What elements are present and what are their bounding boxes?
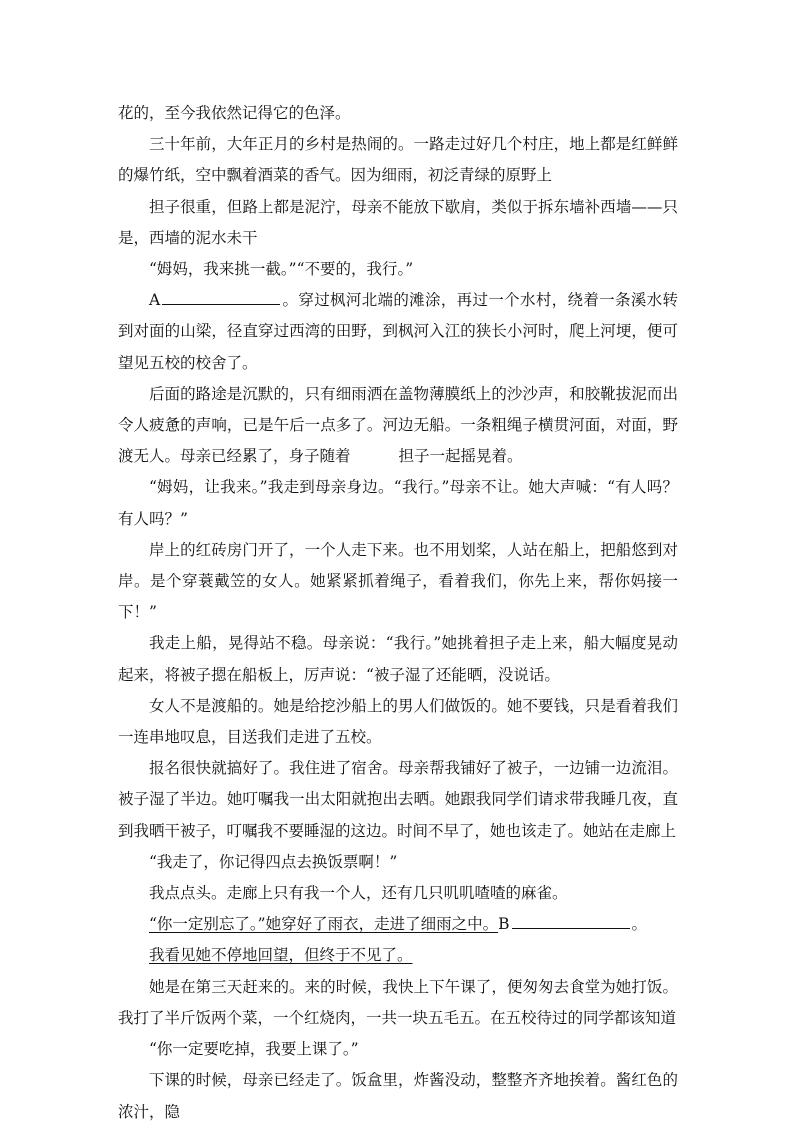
paragraph-8: 岸上的红砖房门开了，一个人走下来。也不用划桨，人站在船上，把船悠到对岸。是个穿蓑戴笠的女人。她紧紧抓着绳子，看着我们，你先上来，帮你妈接一下！” — [118, 540, 678, 622]
paragraph-12: “我走了，你记得四点去换饭票啊！” — [149, 852, 398, 871]
paragraph-9: 我走上船，晃得站不稳。母亲说：“我行。”她挑着担子走上来，船大幅度晃动起来，将被子摁在船板上，厉声说：“被子湿了还能晒，没说话。 — [118, 634, 678, 684]
blank-b-label: B — [498, 915, 510, 934]
blank-a-line[interactable] — [162, 290, 280, 305]
paragraph-3: 担子很重，但路上都是泥泞，母亲不能放下歇肩，类似于拆东墙补西墙——只是，西墙的泥水未干 — [118, 197, 678, 247]
paragraph-1: 花的，至今我依然记得它的色泽。 — [118, 104, 351, 122]
paragraph-13: 我点点头。走廊上只有我一个人，还有几只叽叽喳喳的麻雀。 — [149, 884, 568, 903]
paragraph-6-text-b: 担子一起摇晃着。 — [398, 447, 523, 466]
paragraph-6 — [118, 379, 678, 473]
blank-a-label: A — [149, 291, 161, 310]
paragraph-18: 下课的时候，母亲已经走了。饭盒里，炸酱没动，整整齐齐地挨着。酱红色的浓汁，隐 — [118, 1071, 678, 1121]
paragraph-15 — [118, 940, 678, 971]
paragraph-16: 她是在第三天赶来的。来的时候，我快上下午课了，便匆匆去食堂为她打饭。我打了半斤饭两个菜，一个红烧肉，一共一块五毛五。在五校待过的同学都该知道 — [118, 977, 678, 1027]
paragraph-17: “你一定要吃掉，我要上课了。” — [149, 1040, 359, 1059]
paragraph-5-text: 。穿过枫河北端的滩涂，再过一个水村，绕着一条溪水转到对面的山梁，径直穿过西湾的田野，到枫河入江的狭长小河时，爬上河埂，便可望见五校的校舍了。 — [118, 291, 678, 372]
paragraph-11: 报名很快就搞好了。我住进了宿舍。母亲帮我铺好了被子，一边铺一边流泪。被子湿了半边。她叮嘱我一出太阳就抱出去晒。她跟我同学们请求带我睡几夜，直到我晒干被子，叮嘱我不要睡湿的这边。时间不早了，她也该走了。她站在走廊上 — [118, 759, 678, 840]
paragraph-5 — [118, 285, 678, 379]
paragraph-2: 三十年前，大年正月的乡村是热闹的。一路走过好几个村庄，地上都是红鲜鲜的爆竹纸，空中飘着酒菜的香气。因为细雨，初泛青绿的原野上 — [118, 135, 678, 185]
paragraph-4: “姆妈，我来挑一截。”“不要的，我行。” — [149, 260, 414, 279]
paragraph-14 — [118, 909, 678, 940]
paragraph-10: 女人不是渡船的。她是给挖沙船上的男人们做饭的。她不要钱，只是看着我们一连串地叹息，目送我们走进了五校。 — [118, 696, 678, 747]
blank-b-line[interactable] — [512, 914, 630, 929]
article-body — [118, 98, 678, 1128]
paragraph-6-text-a: 后面的路途是沉默的，只有细雨洒在盖物薄膜纸上的沙沙声，和胶靴拔泥而出令人疲惫的声响，已是午后一点多了。河边无船。一条粗绳子横贯河面，对面，野渡无人。母亲已经累了，身子随着 — [118, 384, 678, 466]
underlined-sentence-1: “你一定别忘了。”她穿好了雨衣，走进了细雨之中。 — [149, 915, 499, 934]
underlined-sentence-2: 我看见她不停地回望，但终于不见了。 — [149, 946, 413, 965]
paragraph-7: “姆妈，让我来。”我走到母亲身边。“我行。”母亲不让。她大声喊：“有人吗？有人吗？” — [118, 478, 678, 528]
paragraph-14-end: 。 — [631, 915, 648, 934]
